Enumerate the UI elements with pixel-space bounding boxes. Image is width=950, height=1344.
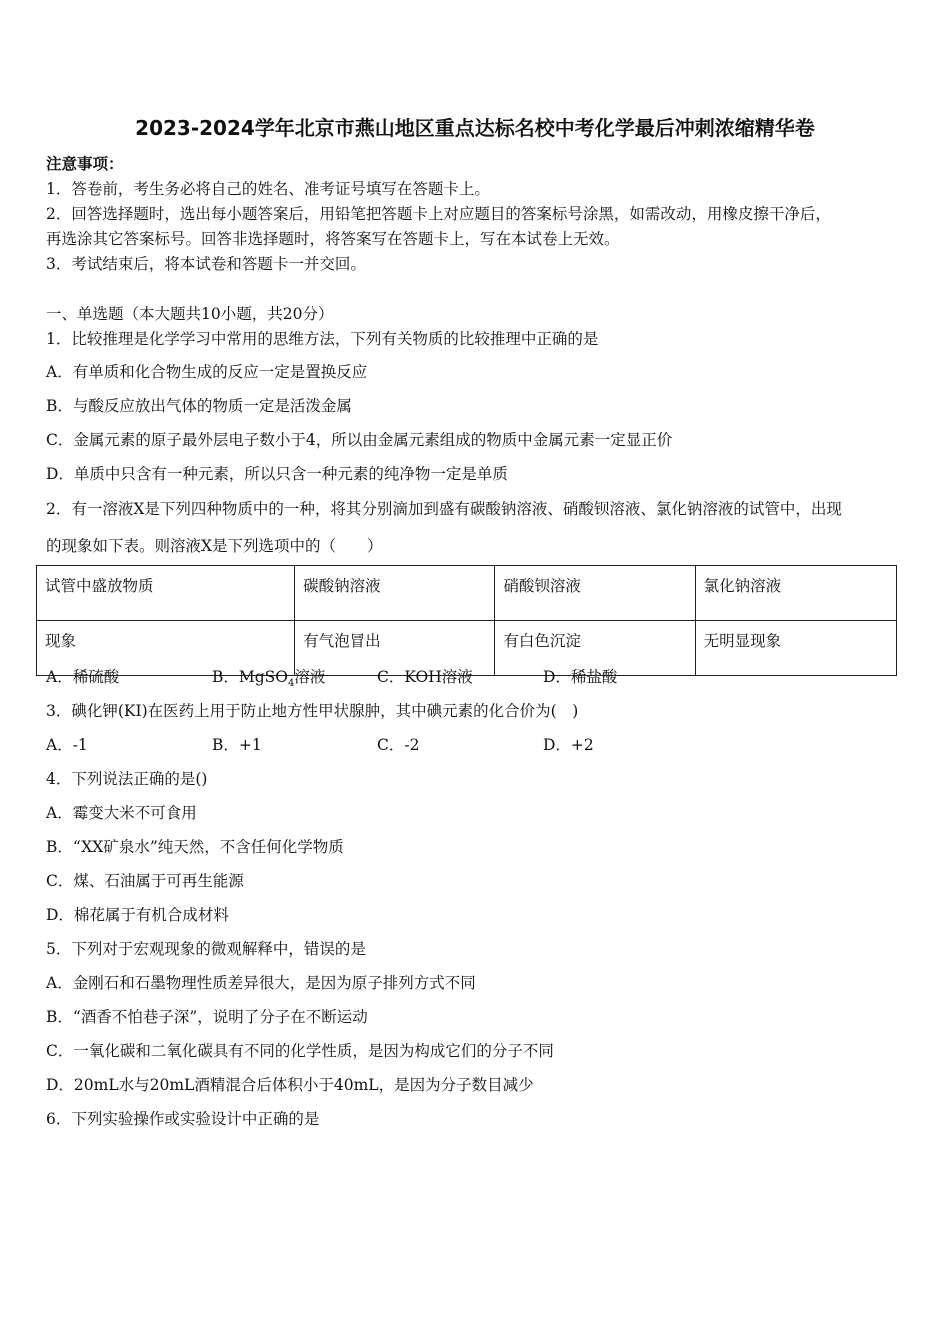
question-3-stem: 3．碘化钾(KI)在医药上用于防止地方性甲状腺肿，其中碘元素的化合价为( ): [46, 702, 579, 720]
question-3-option-a: A．-1: [46, 736, 88, 754]
question-6-stem: 6．下列实验操作或实验设计中正确的是: [46, 1110, 320, 1128]
question-1-option-a: A．有单质和化合物生成的反应一定是置换反应: [46, 363, 368, 381]
question-5-option-b: B．“酒香不怕巷子深”，说明了分子在不断运动: [46, 1008, 368, 1026]
question-5-option-d: D．20mL水与20mL酒精混合后体积小于40mL，是因为分子数目减少: [46, 1076, 534, 1094]
question-4-option-c: C．煤、石油属于可再生能源: [46, 872, 244, 890]
question-2-option-c: C．KOH溶液: [377, 668, 473, 686]
question-3-option-c: C．-2: [377, 736, 420, 754]
question-4-option-d: D．棉花属于有机合成材料: [46, 906, 229, 924]
question-3-option-b: B．+1: [212, 736, 262, 754]
question-4-option-a: A．霉变大米不可食用: [46, 804, 197, 822]
option-b-subscript: 4: [288, 678, 295, 690]
notice-item: 2．回答选择题时，选出每小题答案后，用铅笔把答题卡上对应题目的答案标号涂黑，如需改动，用橡皮擦干净后，: [46, 205, 831, 223]
notice-heading: 注意事项：: [46, 154, 124, 173]
section-heading: 一、单选题（本大题共10小题，共20分）: [46, 305, 334, 323]
table-cell: 有白色沉淀: [495, 621, 695, 676]
table-cell: 现象: [37, 621, 295, 676]
page-title: 2023-2024学年北京市燕山地区重点达标名校中考化学最后冲刺浓缩精华卷: [135, 116, 815, 140]
notice-item: 3．考试结束后，将本试卷和答题卡一并交回。: [46, 255, 366, 273]
question-3-option-d: D．+2: [543, 736, 594, 754]
table-cell: 碳酸钠溶液: [295, 566, 495, 621]
table-cell: 氯化钠溶液: [695, 566, 896, 621]
table-cell: 试管中盛放物质: [37, 566, 295, 621]
question-1-option-d: D．单质中只含有一种元素，所以只含一种元素的纯净物一定是单质: [46, 465, 508, 483]
table-cell: 无明显现象: [695, 621, 896, 676]
option-b-suffix: 溶液: [294, 668, 326, 686]
question-1-option-c: C．金属元素的原子最外层电子数小于4，所以由金属元素组成的物质中金属元素一定显正价: [46, 431, 673, 449]
question-5-option-c: C．一氧化碳和二氧化碳具有不同的化学性质，是因为构成它们的分子不同: [46, 1042, 554, 1060]
table-cell: 有气泡冒出: [295, 621, 495, 676]
observation-table: [36, 565, 897, 676]
notice-item: 1．答卷前，考生务必将自己的姓名、准考证号填写在答题卡上。: [46, 180, 490, 198]
question-2-option-b: [212, 665, 325, 689]
question-1-option-b: B．与酸反应放出气体的物质一定是活泼金属: [46, 397, 352, 415]
question-4-stem: 4．下列说法正确的是(): [46, 770, 208, 788]
question-2-option-d: D．稀盐酸: [543, 668, 618, 686]
table-cell: 硝酸钡溶液: [495, 566, 695, 621]
option-b-prefix: B．MgSO: [212, 668, 289, 686]
table-header-row: [37, 566, 897, 621]
notice-item: 再选涂其它答案标号。回答非选择题时，将答案写在答题卡上，写在本试卷上无效。: [46, 230, 620, 248]
question-5-stem: 5．下列对于宏观现象的微观解释中，错误的是: [46, 940, 366, 958]
question-4-option-b: B．“XX矿泉水”纯天然，不含任何化学物质: [46, 838, 344, 856]
question-1-stem: 1．比较推理是化学学习中常用的思维方法，下列有关物质的比较推理中正确的是: [46, 330, 599, 348]
question-2-stem-line1: 2．有一溶液X是下列四种物质中的一种，将其分别滴加到盛有碳酸钠溶液、硝酸钡溶液、氯化钠溶液的试管中，出现: [46, 500, 842, 518]
question-5-option-a: A．金刚石和石墨物理性质差异很大，是因为原子排列方式不同: [46, 974, 476, 992]
question-2-option-a: A．稀硫酸: [46, 668, 120, 686]
question-2-stem-line2: 的现象如下表。则溶液X是下列选项中的（ ）: [46, 537, 383, 555]
